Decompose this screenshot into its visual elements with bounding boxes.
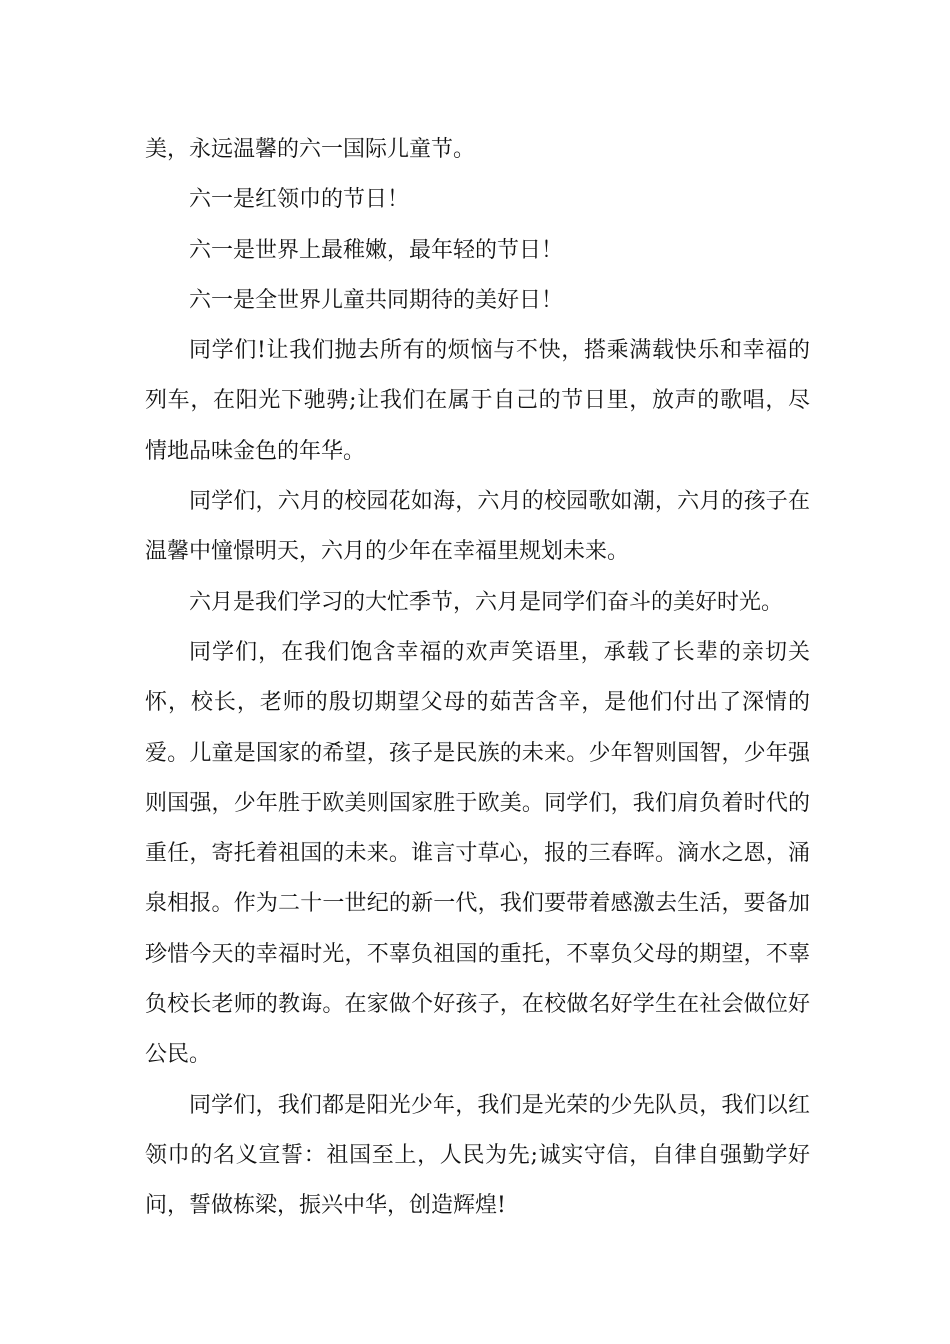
paragraph: 美，永远温馨的六一国际儿童节。: [145, 137, 476, 162]
paragraph: 同学们，六月的校园花如海，六月的校园歌如潮，六月的孩子在温馨中憧憬明天，六月的少年在幸福里规划未来。: [145, 489, 810, 565]
paragraph: 六月是我们学习的大忙季节，六月是同学们奋斗的美好时光。: [189, 589, 784, 615]
paragraph: 六一是世界上最稚嫩，最年轻的节日！: [189, 237, 564, 263]
paragraph: 同学们，我们都是阳光少年，我们是光荣的少先队员，我们以红领巾的名义宣誓：祖国至上，人民为先;诚实守信，自律自强勤学好问，誓做栋梁，振兴中华，创造辉煌!: [145, 1092, 810, 1219]
paragraph: 六一是红领巾的节日！: [189, 187, 410, 213]
paragraph: 六一是全世界儿童共同期待的美好日！: [189, 287, 564, 313]
paragraph: 同学们!让我们抛去所有的烦恼与不快，搭乘满载快乐和幸福的列车，在阳光下驰骋;让我们在属于自己的节日里，放声的歌唱，尽情地品味金色的年华。: [145, 338, 810, 464]
document-body: [145, 125, 810, 1232]
paragraph: 同学们，在我们饱含幸福的欢声笑语里，承载了长辈的亲切关怀，校长，老师的殷切期望父母的茹苦含辛，是他们付出了深情的爱。儿童是国家的希望，孩子是民族的未来。少年智则国智，少年强则国强，少年胜于欧美则国家胜于欧美。同学们，我们肩负着时代的重任，寄托着祖国的未来。谁言寸草心，报的三春晖。滴水之恩，涌泉相报。作为二十一世纪的新一代，我们要带着感激去生活，要备加珍惜今天的幸福时光，不辜负祖国的重托，不辜负父母的期望，不辜负校长老师的教诲。在家做个好孩子，在校做名好学生在社会做位好公民。: [145, 639, 810, 1068]
